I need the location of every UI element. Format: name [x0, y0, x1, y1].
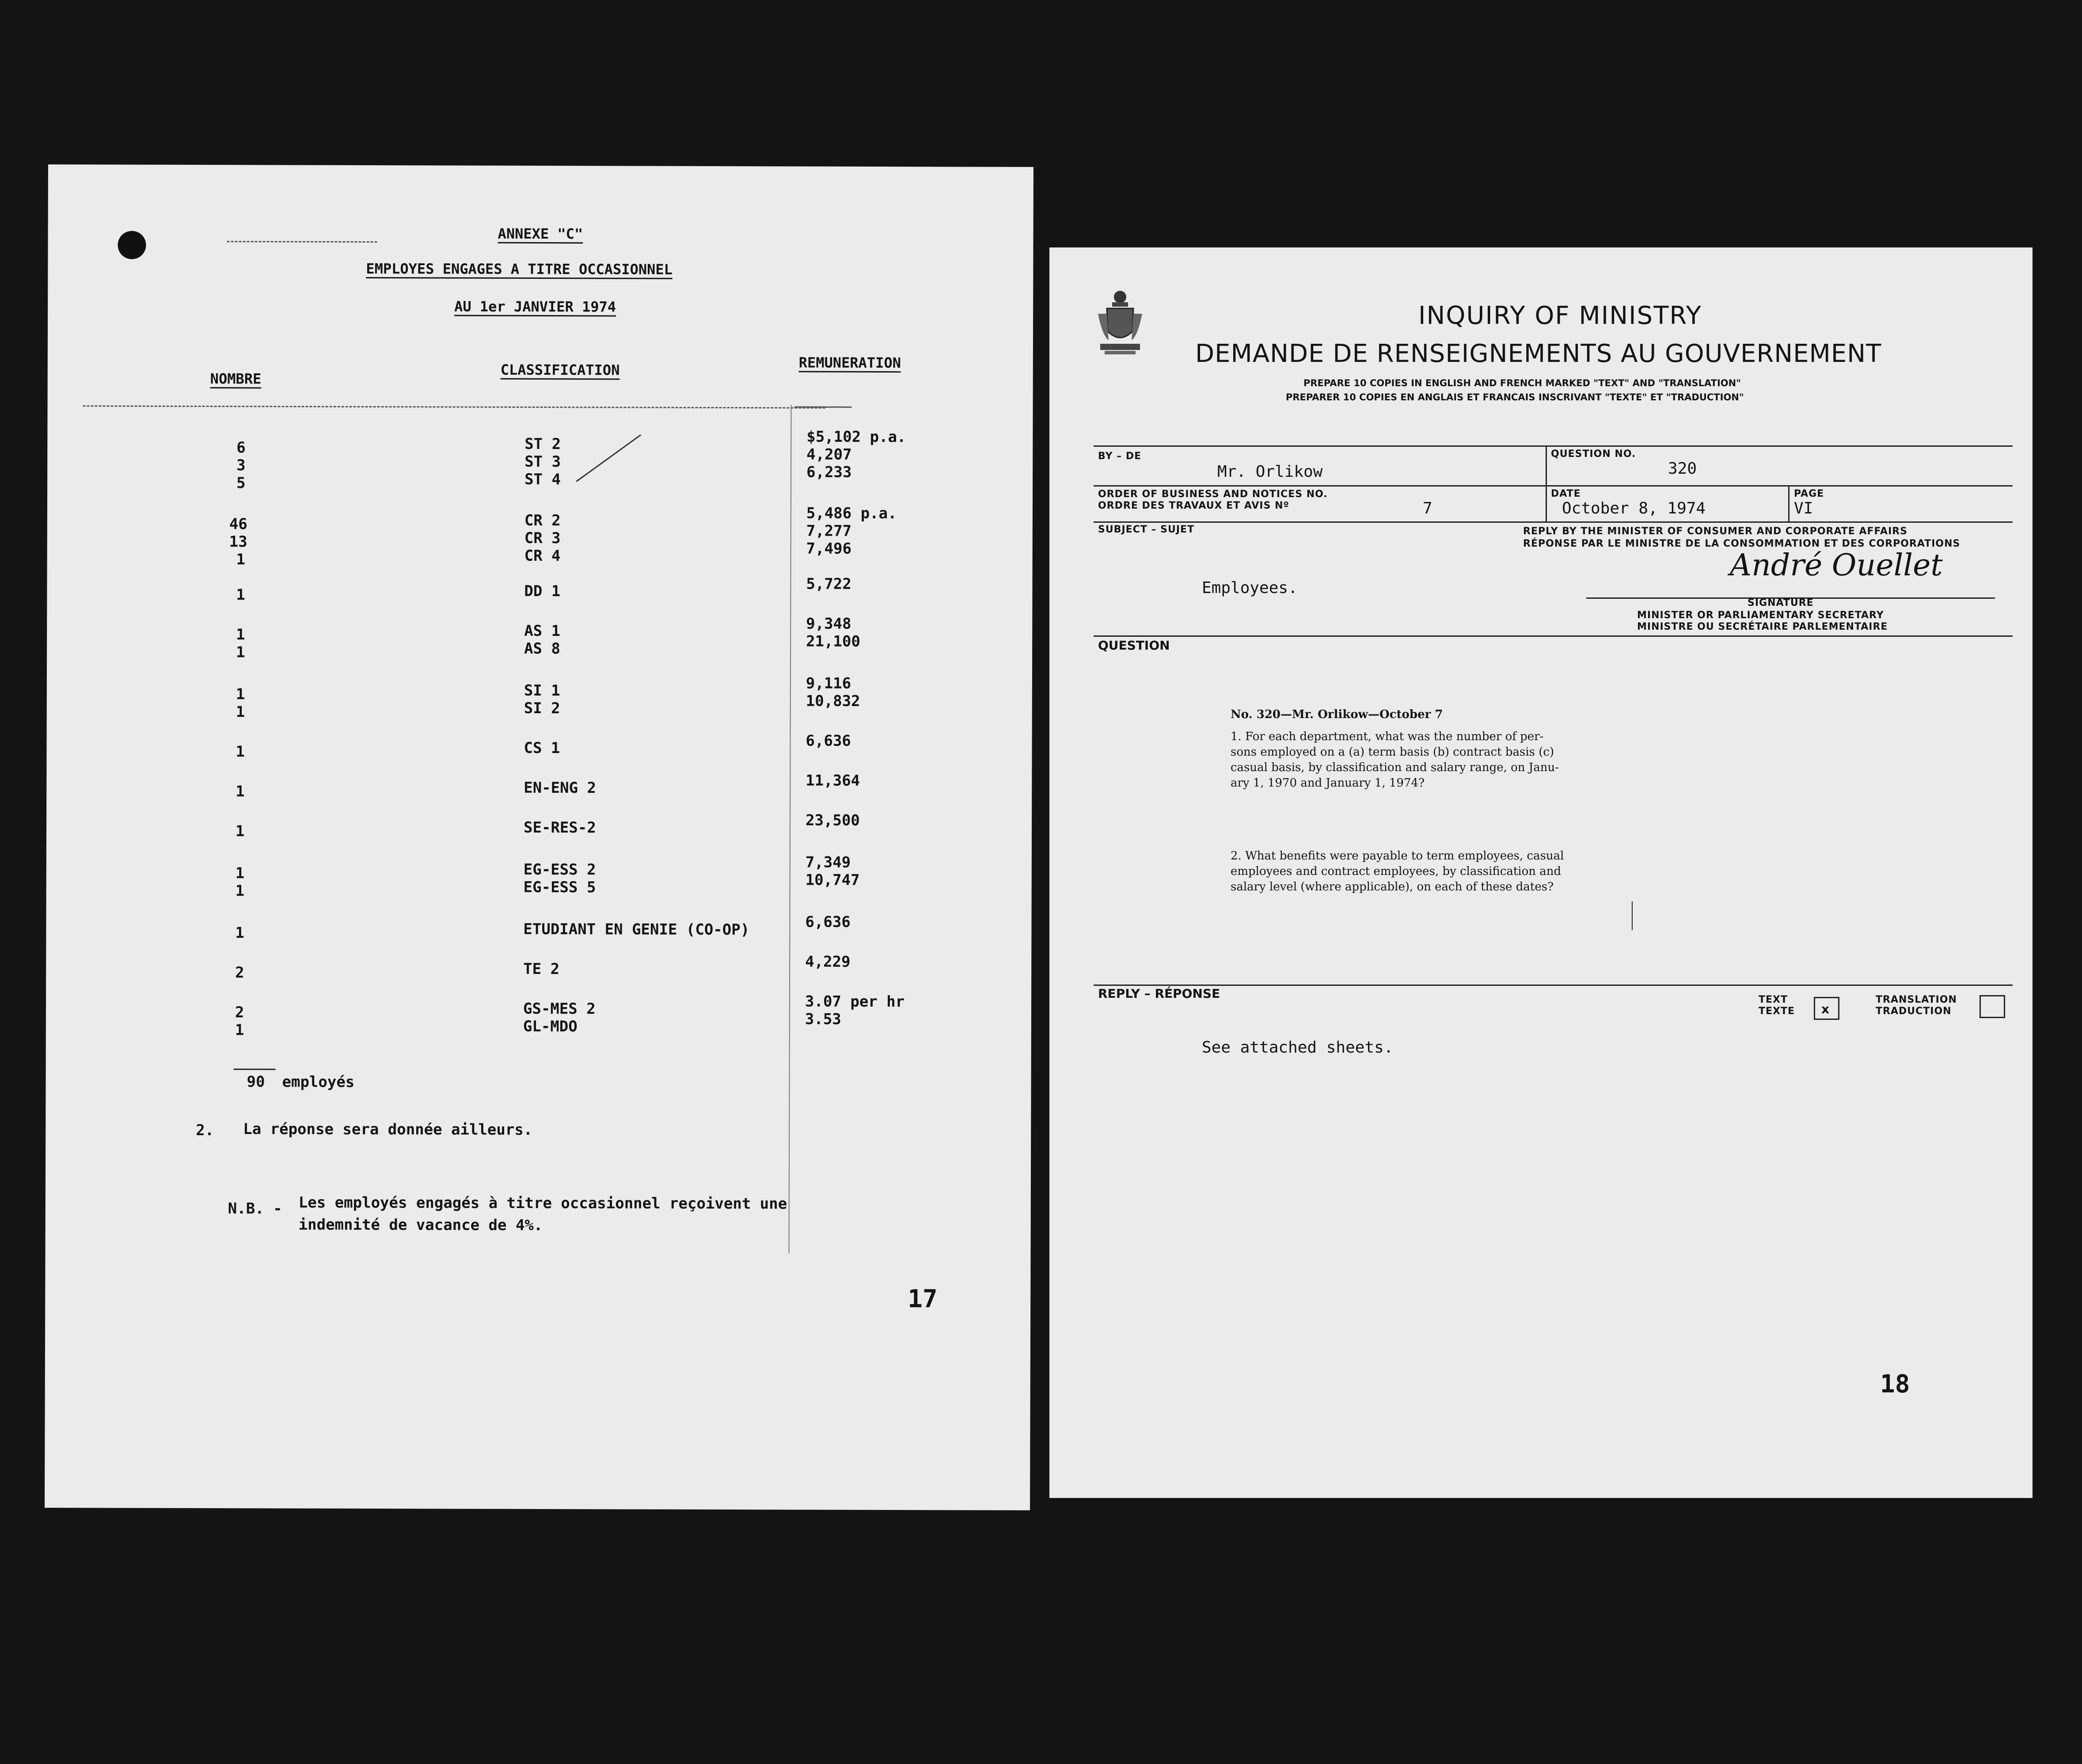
row-nombre: 1 [236, 626, 245, 644]
row-classification: AS 1 [524, 622, 561, 640]
form-rule [1094, 521, 2013, 523]
question-line: salary level (where applicable), on each of these dates? [1231, 880, 1554, 893]
by-label: BY – DE [1098, 451, 1142, 462]
form-rule [1094, 485, 2013, 487]
page-value: VI [1794, 499, 1813, 517]
row-nombre: 1 [236, 551, 246, 569]
row-classification: ST 3 [524, 452, 561, 471]
row-classification: CS 1 [524, 739, 560, 757]
row-nombre: 1 [236, 685, 245, 703]
form-rule [1094, 445, 2013, 447]
header-rule [83, 405, 825, 408]
row-classification: AS 8 [524, 639, 561, 658]
column-rule [789, 405, 792, 1253]
row-classification: DD 1 [524, 582, 561, 601]
total-label: employés [282, 1073, 355, 1091]
signature-image: André Ouellet [1730, 548, 1943, 583]
item2-text: La réponse sera donnée ailleurs. [243, 1120, 533, 1139]
rule-tick [794, 407, 852, 408]
row-classification: CR 4 [524, 547, 561, 565]
row-nombre: 1 [236, 643, 245, 662]
date-label: DATE [1551, 488, 1581, 499]
row-nombre: 1 [235, 1021, 244, 1039]
inquiry-form-page [1049, 247, 2033, 1498]
row-remuneration: 5,486 p.a. [806, 504, 897, 523]
question-line: sons employed on a (a) term basis (b) contract basis (c) [1231, 745, 1554, 759]
question-line: casual basis, by classification and salary range, on Janu- [1231, 761, 1559, 774]
question-line: 1. For each department, what was the number of per- [1231, 730, 1544, 743]
row-nombre: 1 [236, 743, 245, 761]
question-line: employees and contract employees, by classification and [1231, 865, 1562, 878]
item2-number: 2. [196, 1121, 214, 1140]
row-remuneration: 6,233 [806, 463, 852, 481]
row-remuneration: 9,116 [805, 674, 851, 692]
row-nombre: 46 [229, 515, 247, 533]
question-line: ary 1, 1970 and January 1, 1974? [1231, 776, 1425, 790]
row-remuneration: $5,102 p.a. [806, 428, 906, 446]
date-value: October 8, 1974 [1562, 499, 1706, 517]
question-1 [1231, 729, 1559, 791]
minister-fr: MINISTRE OU SECRÉTAIRE PARLEMENTAIRE [1637, 621, 1888, 632]
question-no-value: 320 [1668, 460, 1697, 478]
row-remuneration: 11,364 [805, 772, 860, 790]
instruction-fr: PREPARER 10 COPIES EN ANGLAIS ET FRANCAIS INSCRIVANT "TEXTE" ET "TRADUCTION" [1286, 392, 1744, 403]
row-nombre: 1 [235, 882, 245, 900]
punch-hole [118, 231, 146, 259]
translation-label-1: TRANSLATION [1876, 994, 1957, 1005]
row-remuneration: 21,100 [806, 632, 861, 650]
title-fr: DEMANDE DE RENSEIGNEMENTS AU GOUVERNEMENT [1195, 339, 1882, 368]
row-classification: GS-MES 2 [523, 1000, 596, 1018]
question-line: 2. What benefits were payable to term employees, casual [1231, 849, 1564, 863]
text-checkbox[interactable] [1814, 997, 1839, 1020]
annex-subtitle: EMPLOYES ENGAGES A TITRE OCCASIONNEL [366, 260, 672, 278]
row-nombre: 1 [236, 703, 245, 721]
total-count: 90 [247, 1073, 265, 1091]
subject-label: SUBJECT – SUJET [1098, 524, 1195, 535]
row-classification: EG-ESS 5 [523, 878, 596, 897]
question-2 [1231, 848, 1564, 895]
form-divider [1546, 445, 1547, 521]
reply-label: REPLY – RÉPONSE [1098, 986, 1220, 1001]
text-label-1: TEXT [1759, 994, 1788, 1005]
row-nombre: 3 [236, 456, 246, 475]
nb-line-1: Les employés engagés à titre occasionnel reçoivent une [298, 1194, 787, 1213]
row-remuneration: 4,229 [805, 953, 851, 971]
subject-value: Employees. [1202, 579, 1298, 597]
form-rule [1094, 985, 2013, 986]
row-classification: ST 4 [524, 470, 561, 489]
coat-of-arms-icon [1094, 287, 1147, 358]
row-classification: EG-ESS 2 [523, 860, 596, 879]
row-nombre: 2 [235, 964, 244, 982]
pen-mark [576, 434, 641, 482]
reply-value: See attached sheets. [1202, 1038, 1394, 1057]
row-nombre: 1 [236, 783, 245, 801]
question-label: QUESTION [1098, 638, 1170, 653]
total-rule [234, 1068, 276, 1070]
row-nombre: 1 [235, 924, 244, 942]
row-classification: CR 3 [524, 529, 561, 547]
question-no-label: QUESTION NO. [1551, 449, 1636, 460]
row-remuneration: 7,349 [805, 853, 851, 871]
question-heading: No. 320—Mr. Orlikow—October 7 [1231, 708, 1443, 721]
page-number: 18 [1880, 1370, 1910, 1399]
row-remuneration: 3.07 per hr [805, 992, 905, 1011]
row-classification: ST 2 [524, 435, 561, 453]
by-value: Mr. Orlikow [1217, 463, 1323, 481]
margin-mark [1632, 901, 1633, 930]
nb-label: N.B. - [228, 1200, 282, 1218]
row-classification: ETUDIANT EN GENIE (CO-OP) [523, 920, 750, 939]
row-remuneration: 3.53 [805, 1010, 841, 1028]
text-label-2: TEXTE [1759, 1006, 1795, 1017]
annex-date: AU 1er JANVIER 1974 [454, 298, 616, 316]
row-remuneration: 10,747 [805, 871, 860, 889]
order-label-2: ORDRE DES TRAVAUX ET AVIS Nº [1098, 500, 1289, 511]
dash-mark [227, 241, 377, 243]
row-classification: EN-ENG 2 [524, 779, 596, 797]
row-classification: SI 1 [524, 681, 560, 700]
page-label: PAGE [1794, 488, 1824, 499]
row-remuneration: 4,207 [806, 445, 852, 464]
row-nombre: 13 [229, 533, 247, 551]
form-rule [1094, 635, 2013, 637]
annex-title: ANNEXE "C" [498, 225, 583, 243]
signature-label: SIGNATURE [1748, 597, 1814, 608]
row-remuneration: 5,722 [806, 575, 851, 593]
row-remuneration: 9,348 [806, 615, 851, 633]
title-en: INQUIRY OF MINISTRY [1418, 301, 1702, 330]
annex-c-page [45, 164, 1033, 1510]
col-header-remuneration: REMUNERATION [798, 354, 901, 372]
row-nombre: 1 [236, 586, 245, 604]
row-nombre: 5 [236, 474, 246, 492]
row-classification: TE 2 [523, 960, 560, 978]
page-number: 17 [908, 1285, 938, 1314]
row-remuneration: 6,636 [805, 913, 851, 931]
row-remuneration: 6,636 [805, 732, 851, 750]
row-remuneration: 23,500 [805, 811, 860, 829]
row-classification: SI 2 [524, 699, 560, 718]
nb-line-2: indemnité de vacance de 4%. [298, 1216, 543, 1235]
row-nombre: 1 [235, 822, 245, 840]
row-classification: CR 2 [524, 511, 561, 530]
row-classification: SE-RES-2 [524, 818, 596, 837]
translation-checkbox[interactable] [1979, 995, 2005, 1018]
row-remuneration: 10,832 [805, 692, 860, 710]
row-classification: GL-MDO [523, 1017, 577, 1036]
minister-en: MINISTER OR PARLIAMENTARY SECRETARY [1637, 610, 1884, 621]
instruction-en: PREPARE 10 COPIES IN ENGLISH AND FRENCH MARKED "TEXT" AND "TRANSLATION" [1303, 378, 1741, 388]
translation-label-2: TRADUCTION [1876, 1006, 1952, 1017]
order-value: 7 [1423, 499, 1432, 517]
order-label-1: ORDER OF BUSINESS AND NOTICES NO. [1098, 489, 1328, 500]
form-divider [1788, 485, 1789, 521]
row-remuneration: 7,277 [806, 522, 852, 540]
reply-by-fr: RÉPONSE PAR LE MINISTRE DE LA CONSOMMATION ET DES CORPORATIONS [1523, 538, 1960, 549]
checkbox-mark: x [1821, 1002, 1830, 1016]
col-header-classification: CLASSIFICATION [500, 361, 620, 379]
row-nombre: 2 [235, 1004, 244, 1022]
row-nombre: 6 [236, 439, 246, 457]
col-header-nombre: NOMBRE [210, 370, 262, 388]
row-remuneration: 7,496 [806, 540, 852, 558]
reply-by-en: REPLY BY THE MINISTER OF CONSUMER AND CORPORATE AFFAIRS [1523, 526, 1908, 537]
row-nombre: 1 [235, 864, 245, 882]
